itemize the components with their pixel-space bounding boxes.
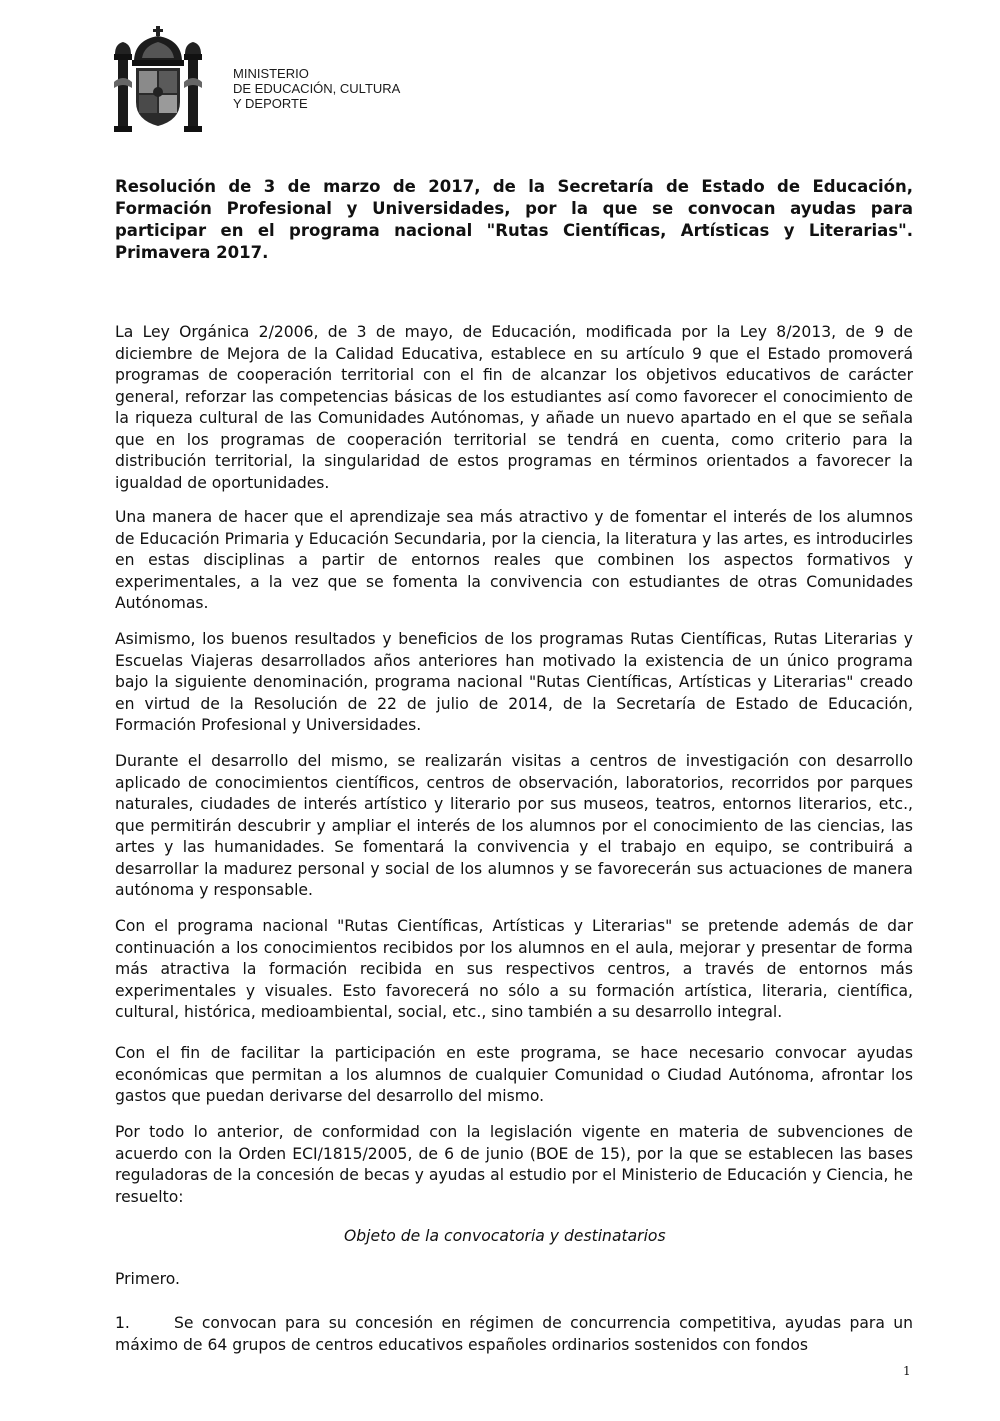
coat-of-arms-icon [112, 24, 224, 136]
paragraph-6: Con el fin de facilitar la participación en este programa, se hace necesario convocar ayudas económicas que permitan a los alumnos de cualquier Comunidad o Ciudad Autónoma, afrontar los gastos que puedan derivarse del desarrollo del mismo. [115, 1044, 913, 1105]
ministry-line-3: Y DEPORTE [233, 96, 308, 111]
paragraph-2: Una manera de hacer que el aprendizaje sea más atractivo y de fomentar el interés de los alumnos de Educación Primaria y Educación Secundaria, por la ciencia, la literatura y las artes, es introducirles en estas disciplinas a partir de entornos reales que combinen los aspectos formativos y experimentales, a la vez que se fomenta la convivencia con estudiantes de otras Comunidades Autónomas. [115, 508, 913, 612]
paragraph-4: Durante el desarrollo del mismo, se realizarán visitas a centros de investigación con desarrollo aplicado de conocimientos científicos, centros de observación, laboratorios, recorridos por parques naturales, ciudades de interés artístico y literario por sus museos, teatros, entornos literarios, etc., que permitirán descubrir y ampliar el interés de los alumnos por el conocimiento de las ciencias, las artes y las humanidades. Se fomentará la convivencia y el trabajo en equipo, se contribuirá a desarrollar la madurez personal y social de los alumnos y se favorecerán sus actuaciones de manera autónoma y responsable. [115, 752, 913, 899]
ministry-name [233, 66, 400, 111]
paragraph-3: Asimismo, los buenos resultados y beneficios de los programas Rutas Científicas, Rutas Literarias y Escuelas Viajeras desarrollados años anteriores han motivado la existencia de un único programa bajo la siguiente denominación, programa nacional "Rutas Científicas, Artísticas y Literarias" creado en virtud de la Resolución de 22 de julio de 2014, de la Secretaría de Estado de Educación, Formación Profesional y Universidades. [115, 630, 913, 734]
section-heading: Objeto de la convocatoria y destinatarios [344, 1227, 666, 1245]
page-number: 1 [903, 1364, 911, 1378]
paragraph-5: Con el programa nacional "Rutas Científicas, Artísticas y Literarias" se pretende además de dar continuación a los conocimientos recibidos por los alumnos en el aula, mejorar y presentar de forma más atractiva la formación recibida en sus respectivos centros, a través de entornos más experimentales y visuales. Esto favorecerá no sólo a su formación artística, literaria, científica, cultural, histórica, medioambiental, social, etc., sino también a su desarrollo integral. [115, 917, 913, 1021]
item-text: Se convocan para su concesión en régimen de concurrencia competitiva, ayudas para un máximo de 64 grupos de centros educativos españoles ordinarios sostenidos con fondos [115, 1314, 913, 1354]
ministry-header [112, 24, 512, 136]
paragraph-7: Por todo lo anterior, de conformidad con la legislación vigente en materia de subvenciones de acuerdo con la Orden ECI/1815/2005, de 6 de junio (BOE de 15), por la que se establecen las bases reguladoras de la concesión de becas y ayudas al estudio por el Ministerio de Educación y Ciencia, he resuelto: [115, 1123, 913, 1206]
ministry-line-2: DE EDUCACIÓN, CULTURA [233, 81, 401, 96]
item-number: 1. [115, 1314, 130, 1332]
ministry-line-1: MINISTERIO [233, 66, 309, 81]
document-title: Resolución de 3 de marzo de 2017, de la Secretaría de Estado de Educación, Formación Profesional y Universidades, por la que se convocan ayudas para participar en el programa nacional "Rutas Científicas, Artísticas y Literarias". Primavera 2017. [115, 177, 913, 262]
paragraph-1: La Ley Orgánica 2/2006, de 3 de mayo, de Educación, modificada por la Ley 8/2013, de 9 de diciembre de Mejora de la Calidad Educativa, establece en su artículo 9 que el Estado promoverá programas de cooperación territorial con el fin de alcanzar los objetivos educativos de carácter general, reforzar las competencias básicas de los estudiantes así como favorecer el conocimiento de la riqueza cultural de las Comunidades Autónomas, y añade un nuevo apartado en el que se señala que en los programas de cooperación territorial se tendrá en cuenta, como criterio para la distribución territorial, la singularidad de estos programas en términos orientados a favorecer la igualdad de oportunidades. [115, 323, 913, 492]
article-label: Primero. [115, 1270, 180, 1288]
